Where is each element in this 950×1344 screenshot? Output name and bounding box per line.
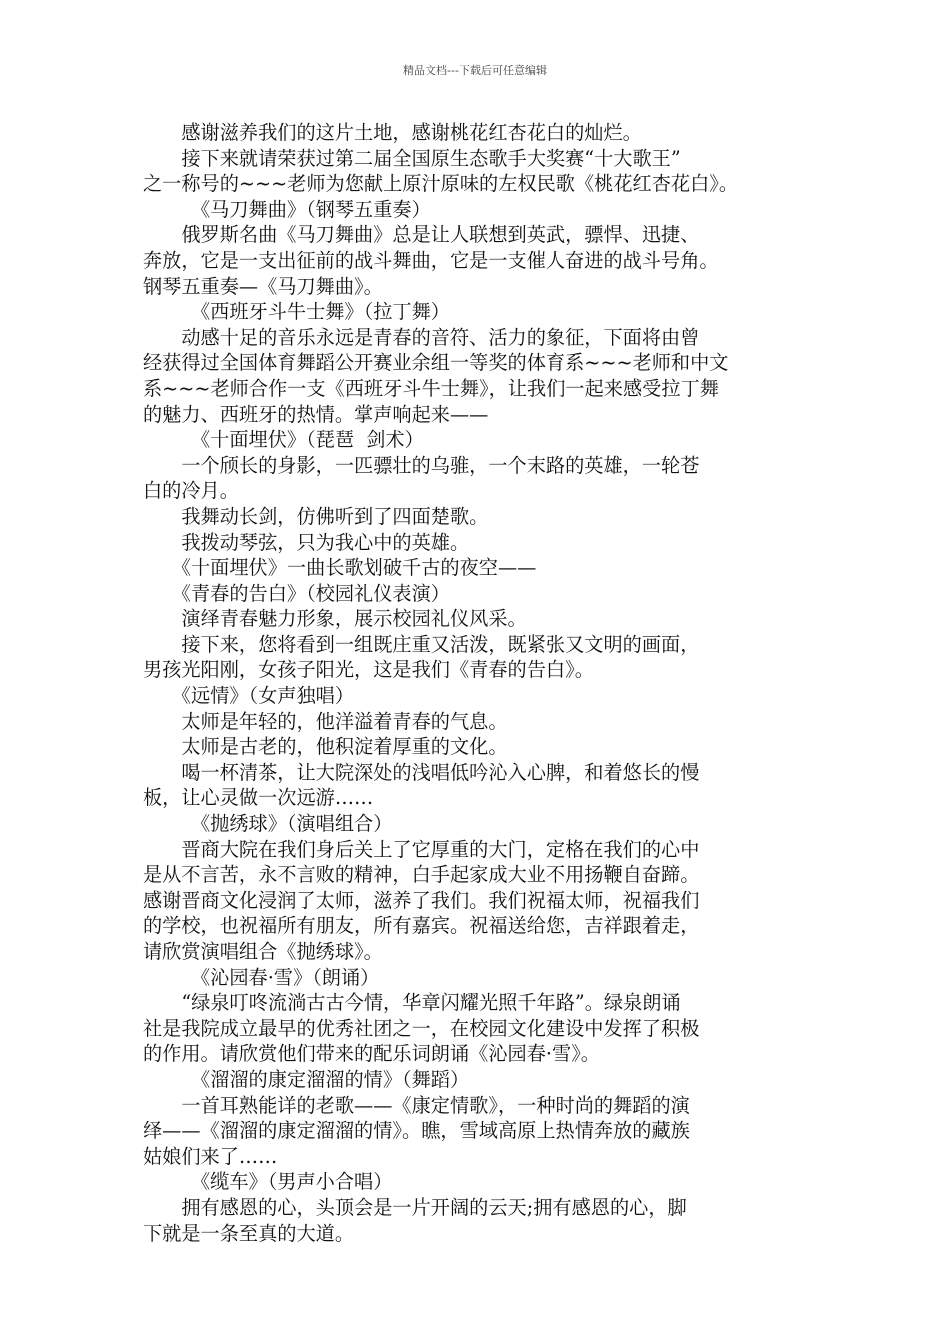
text-line: 演绎青春魅力形象，展示校园礼仪风采。 (143, 607, 527, 631)
text-line: 《溜溜的康定溜溜的情》（舞蹈） (143, 1067, 470, 1091)
text-line: 姑娘们来了…… (143, 1144, 278, 1168)
text-line: 《远情》（女声独唱） (143, 684, 355, 708)
text-line: 系~~~老师合作一支《西班牙斗牛士舞》，让我们一起来感受拉丁舞 (143, 376, 719, 400)
text-line: 动感十足的音乐永远是青春的音符、活力的象征，下面将由曾 (143, 325, 700, 349)
text-line: 请欣赏演唱组合《抛绣球》。 (143, 940, 383, 963)
text-line: 接下来就请荣获过第二届全国原生态歌手大奖赛“十大歌王” (143, 146, 681, 170)
text-line: 白的冷月。 (143, 479, 239, 503)
text-line: 《十面埋伏》（琵琶 剑术） (143, 428, 424, 452)
text-line: 社是我院成立最早的优秀社团之一，在校园文化建设中发挥了积极 (143, 1016, 700, 1040)
text-line: 是从不言苦，永不言败的精神，白手起家成大业不用扬鞭自奋蹄。 (143, 863, 700, 887)
text-line: 我拨动琴弦，只为我心中的英雄。 (143, 530, 470, 554)
text-line: 《沁园春·雪》（朗诵） (143, 965, 380, 989)
text-line: 的作用。请欣赏他们带来的配乐词朗诵《沁园春·雪》。 (143, 1042, 600, 1066)
document-body (143, 120, 833, 1246)
text-line: 感谢晋商文化浸润了太师，滋养了我们。我们祝福太师，祝福我们 (143, 888, 700, 912)
text-line: 之一称号的~~~老师为您献上原汁原味的左权民歌《桃花红杏花白》。 (143, 172, 739, 196)
page-header: 精品文档---下载后可任意编辑 (403, 64, 547, 77)
text-line: 喝一杯清茶，让大院深处的浅唱低吟沁入心脾，和着悠长的慢 (143, 760, 700, 784)
text-line: 经获得过全国体育舞蹈公开赛业余组一等奖的体育系~~~老师和中文 (143, 351, 729, 375)
text-line: 感谢滋养我们的这片土地，感谢桃花红杏花白的灿烂。 (143, 121, 642, 144)
text-line: 太师是年轻的，他洋溢着青春的气息。 (143, 709, 508, 733)
text-line: 《马刀舞曲》（钢琴五重奏） (143, 197, 431, 221)
text-line: 晋商大院在我们身后关上了它厚重的大门，定格在我们的心中 (143, 837, 700, 861)
text-line: 一首耳熟能详的老歌——《康定情歌》，一种时尚的舞蹈的演 (143, 1093, 690, 1117)
text-line: “绿泉叮咚流淌古古今情，华章闪耀光照千年路”。绿泉朗诵 (143, 991, 681, 1015)
text-line: 《抛绣球》（演唱组合） (143, 812, 393, 836)
text-line: 接下来，您将看到一组既庄重又活泼，既紧张又文明的画面， (143, 632, 700, 656)
text-line: 拥有感恩的心，头顶会是一片开阔的云天;拥有感恩的心，脚 (143, 1195, 687, 1219)
text-line: 钢琴五重奏—《马刀舞曲》。 (143, 274, 383, 298)
text-line: 男孩光阳刚，女孩子阳光，这是我们《青春的告白》。 (143, 658, 594, 682)
text-line: 的学校，也祝福所有朋友，所有嘉宾。祝福送给您，吉祥跟着走， (143, 914, 700, 938)
text-line: 下就是一条至真的大道。 (143, 1221, 355, 1245)
text-line: 的魅力、西班牙的热情。掌声响起来—— (143, 402, 489, 426)
text-line: 太师是古老的，他积淀着厚重的文化。 (143, 735, 508, 759)
text-line: 绎——《溜溜的康定溜溜的情》。瞧，雪域高原上热情奔放的藏族 (143, 1119, 690, 1143)
text-line: 《十面埋伏》一曲长歌划破千古的夜空—— (143, 556, 537, 580)
text-line: 《西班牙斗牛士舞》（拉丁舞） (143, 300, 450, 324)
text-line: 我舞动长剑，仿佛听到了四面楚歌。 (143, 504, 489, 528)
text-line: 奔放，它是一支出征前的战斗舞曲，它是一支催人奋进的战斗号角。 (143, 248, 719, 272)
text-line: 《缆车》（男声小合唱） (143, 1170, 393, 1194)
text-line: 一个颀长的身影，一匹骠壮的乌骓，一个末路的英雄，一轮苍 (143, 453, 700, 477)
text-line: 俄罗斯名曲《马刀舞曲》总是让人联想到英武，骠悍、迅捷、 (143, 223, 700, 247)
text-line: 《青春的告白》（校园礼仪表演） (143, 581, 450, 605)
text-line: 板，让心灵做一次远游…… (143, 786, 374, 810)
